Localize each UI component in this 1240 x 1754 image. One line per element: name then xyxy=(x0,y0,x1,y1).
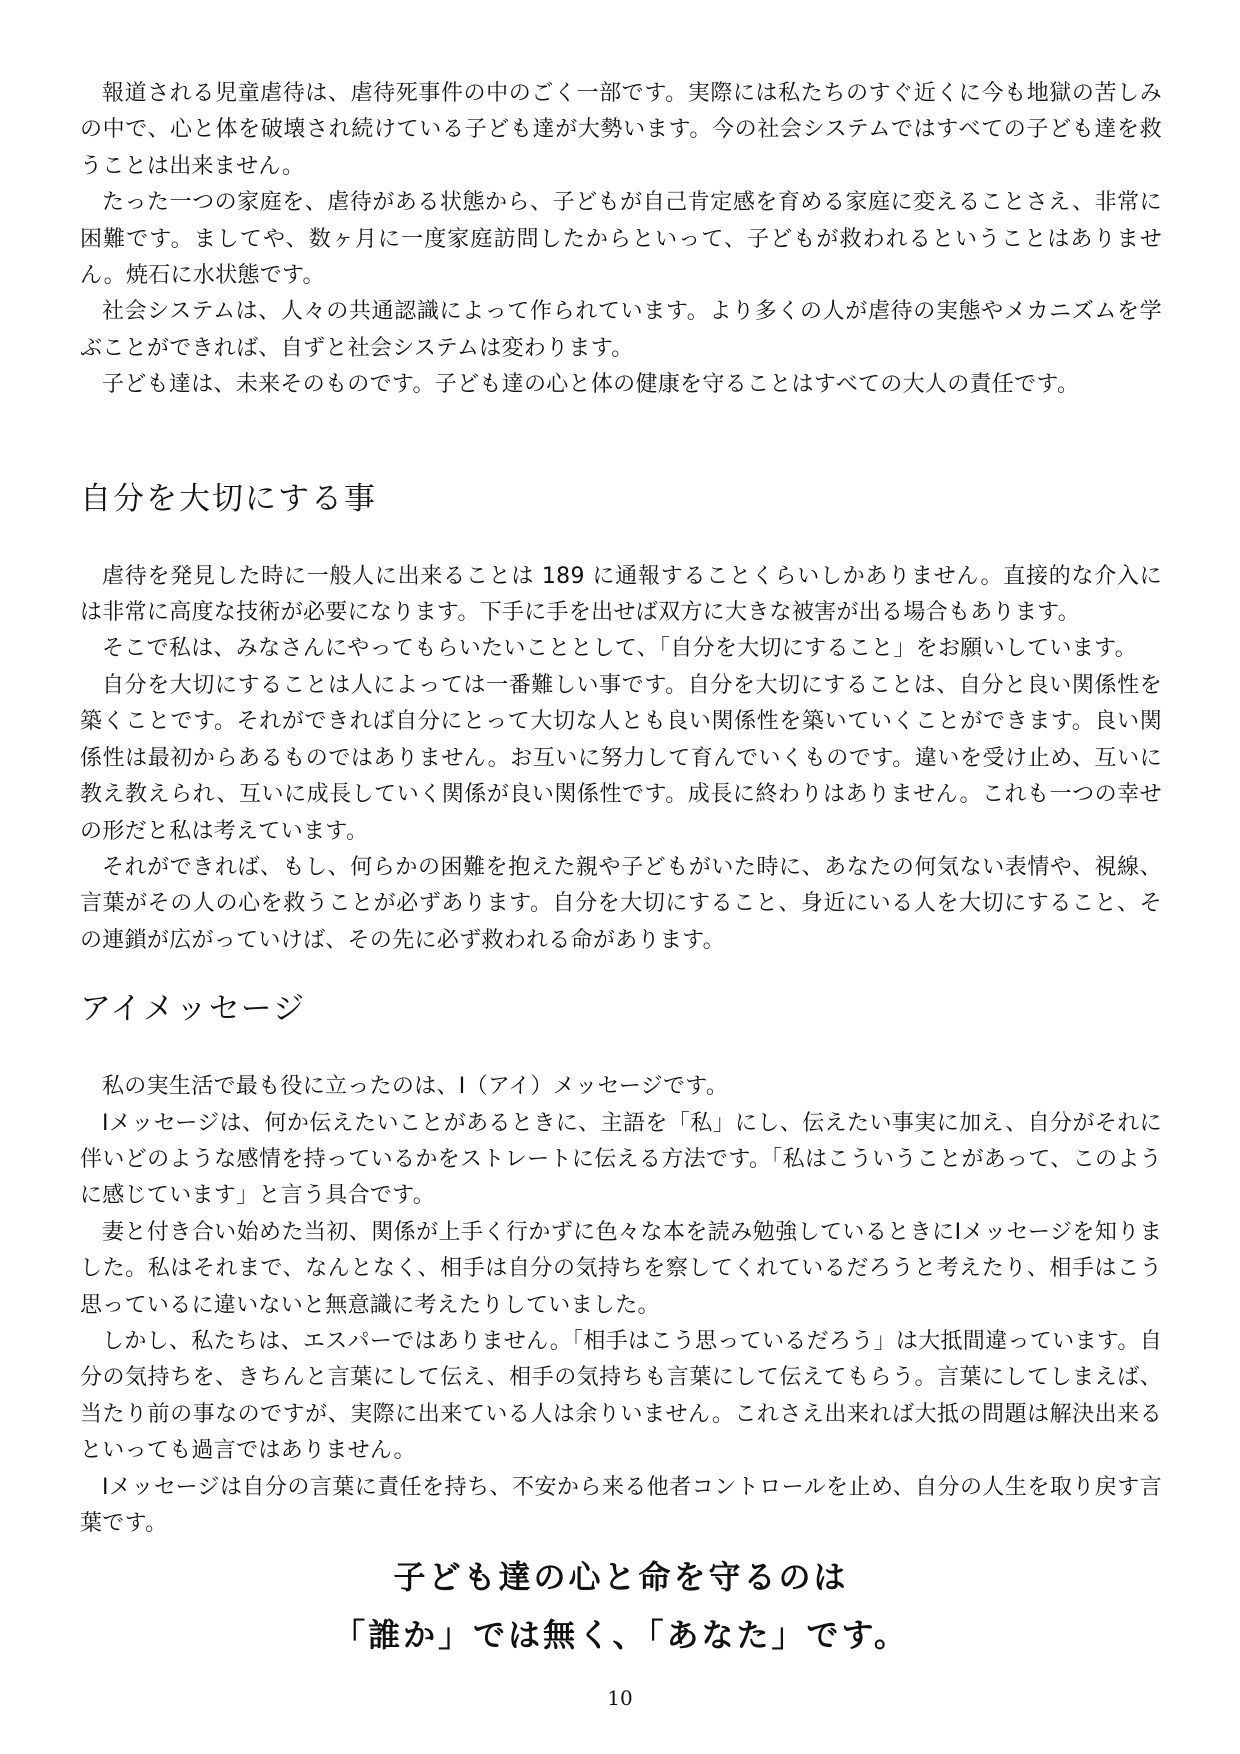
intro-paragraph-1: 報道される児童虐待は、虐待死事件の中のごく一部です。実際には私たちのすぐ近くに今も地獄の苦しみの中で、心と体を破壊され続けている子ども達が大勢います。今の社会システムではすべての子ども達を救うことは出来ません。 xyxy=(80,81,1162,179)
i-message-section xyxy=(80,1069,1162,1542)
closing-line-1: 子ども達の心と命を守るのは xyxy=(393,1558,849,1597)
i-message-paragraph-5: Iメッセージは自分の言葉に責任を持ち、不安から来る他者コントロールを止め、自分の人生を取り戻す言葉です。 xyxy=(80,1474,1162,1536)
page-number: 10 xyxy=(607,1686,633,1710)
i-message-paragraph-4: しかし、私たちは、エスパーではありません。「相手はこう思っているだろう」は大抵間違っています。自分の気持ちを、きちんと言葉にして伝え、相手の気持ちも言葉にして伝えてもらう。言葉にしてしまえば、当たり前の事なのですが、実際に出来ている人は余りいません。これさえ出来れば大抵の問題は解決出来るといっても過言ではありません。 xyxy=(80,1328,1162,1464)
self-care-paragraph-2: そこで私は、みなさんにやってもらいたいこととして、「自分を大切にすること」をお願いしています。 xyxy=(102,636,1137,662)
intro-paragraph-4: 子ども達は、未来そのものです。子ども達の心と体の健康を守ることはすべての大人の責任です。 xyxy=(102,372,1080,398)
intro-paragraph-2: たった一つの家庭を、虐待がある状態から、子どもが自己肯定感を育める家庭に変えることさえ、非常に困難です。ましてや、数ヶ月に一度家庭訪問したからといって、子どもが救われるということはありません。焼石に水状態です。 xyxy=(80,190,1162,289)
self-care-paragraph-1: 虐待を発見した時に一般人に出来ることは 189 に通報することくらいしかありません。直接的な介入には非常に高度な技術が必要になります。下手に手を出せば双方に大きな被害が出る場合もあります。 xyxy=(80,563,1162,626)
page-content xyxy=(80,76,1162,1664)
intro-section xyxy=(80,76,1162,404)
section-heading-self-care: 自分を大切にする事 xyxy=(80,480,377,517)
i-message-paragraph-1: 私の実生活で最も役に立ったのは、I（アイ）メッセージです。 xyxy=(102,1074,729,1100)
i-message-paragraph-3: 妻と付き合い始めた当初、関係が上手く行かずに色々な本を読み勉強しているときにIメッセージを知りました。私はそれまで、なんとなく、相手は自分の気持ちを察してくれているだろうと考えたり、相手はこう思っているに違いないと無意識に考えたりしていました。 xyxy=(80,1219,1162,1318)
closing-line-2: 「誰か」では無く、「あなた」です。 xyxy=(333,1616,909,1655)
i-message-paragraph-2: Iメッセージは、何か伝えたいことがあるときに、主語を「私」にし、伝えたい事実に加え、自分がそれに伴いどのような感情を持っているかをストレートに伝える方法です。「私はこういうことがあって、このように感じています」と言う具合です。 xyxy=(80,1110,1162,1209)
intro-paragraph-3: 社会システムは、人々の共通認識によって作られています。より多くの人が虐待の実態やメカニズムを学ぶことができれば、自ずと社会システムは変わります。 xyxy=(80,299,1162,361)
self-care-paragraph-3: 自分を大切にすることは人によっては一番難しい事です。自分を大切にすることは、自分と良い関係性を築くことです。それができれば自分にとって大切な人とも良い関係性を築いていくことができます。良い関係性は最初からあるものではありません。お互いに努力して育んでいくものです。違いを受け止め、互いに教え教えられ、互いに成長していく関係が良い関係性です。成長に終わりはありません。これも一つの幸せの形だと私は考えています。 xyxy=(80,672,1162,844)
self-care-section xyxy=(80,559,1162,959)
section-heading-i-message: アイメッセージ xyxy=(80,991,307,1028)
self-care-paragraph-4: それができれば、もし、何らかの困難を抱えた親や子どもがいた時に、あなたの何気ない表情や、視線、言葉がその人の心を救うことが必ずあります。自分を大切にすること、身近にいる人を大切にすること、その連鎖が広がっていけば、その先に必ず救われる命があります。 xyxy=(80,854,1162,953)
closing-message xyxy=(80,1548,1162,1664)
